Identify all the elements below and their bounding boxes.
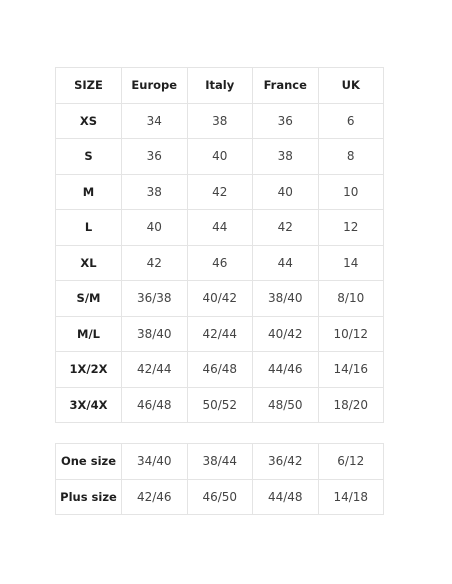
size-value-cell: 44/46 (253, 352, 319, 388)
table-row (56, 316, 384, 352)
size-value-cell: 38 (253, 139, 319, 175)
size-value-cell: 42/44 (122, 352, 188, 388)
size-value-cell: 18/20 (318, 387, 384, 423)
size-value-cell: 44/48 (253, 479, 319, 515)
size-label-cell: S/M (56, 281, 122, 317)
table-row (56, 245, 384, 281)
header-size: SIZE (56, 68, 122, 104)
size-value-cell: 42 (187, 174, 253, 210)
size-value-cell: 38 (187, 103, 253, 139)
table-row (56, 210, 384, 246)
size-value-cell: 40/42 (253, 316, 319, 352)
size-value-cell: 46/50 (187, 479, 253, 515)
size-value-cell: 8/10 (318, 281, 384, 317)
size-value-cell: 34 (122, 103, 188, 139)
size-conversion-table (55, 67, 384, 423)
table-row (56, 139, 384, 175)
size-value-cell: 48/50 (253, 387, 319, 423)
size-value-cell: 40 (122, 210, 188, 246)
size-value-cell: 8 (318, 139, 384, 175)
size-value-cell: 40/42 (187, 281, 253, 317)
size-value-cell: 38/40 (253, 281, 319, 317)
size-value-cell: 36 (253, 103, 319, 139)
size-value-cell: 14/16 (318, 352, 384, 388)
size-value-cell: 46/48 (187, 352, 253, 388)
table-row (56, 352, 384, 388)
size-value-cell: 50/52 (187, 387, 253, 423)
header-france: France (253, 68, 319, 104)
size-value-cell: 46/48 (122, 387, 188, 423)
size-value-cell: 42/44 (187, 316, 253, 352)
header-italy: Italy (187, 68, 253, 104)
size-value-cell: 44 (253, 245, 319, 281)
size-value-cell: 46 (187, 245, 253, 281)
size-table-body (56, 103, 384, 423)
size-label-cell: Plus size (56, 479, 122, 515)
size-value-cell: 38 (122, 174, 188, 210)
size-value-cell: 6 (318, 103, 384, 139)
table-row (56, 281, 384, 317)
size-value-cell: 40 (187, 139, 253, 175)
size-label-cell: L (56, 210, 122, 246)
table-row (56, 387, 384, 423)
size-value-cell: 34/40 (122, 444, 188, 480)
table-header-row (56, 68, 384, 104)
size-value-cell: 40 (253, 174, 319, 210)
size-label-cell: XL (56, 245, 122, 281)
size-value-cell: 36/42 (253, 444, 319, 480)
size-value-cell: 14/18 (318, 479, 384, 515)
table-row (56, 479, 384, 515)
header-uk: UK (318, 68, 384, 104)
size-value-cell: 36/38 (122, 281, 188, 317)
size-label-cell: S (56, 139, 122, 175)
special-size-table (55, 443, 384, 515)
header-europe: Europe (122, 68, 188, 104)
table-row (56, 103, 384, 139)
size-value-cell: 42/46 (122, 479, 188, 515)
size-value-cell: 42 (122, 245, 188, 281)
size-value-cell: 10 (318, 174, 384, 210)
size-value-cell: 38/44 (187, 444, 253, 480)
table-row (56, 444, 384, 480)
size-label-cell: XS (56, 103, 122, 139)
size-value-cell: 36 (122, 139, 188, 175)
size-label-cell: One size (56, 444, 122, 480)
size-value-cell: 44 (187, 210, 253, 246)
special-size-table-body (56, 444, 384, 515)
size-label-cell: M (56, 174, 122, 210)
size-label-cell: M/L (56, 316, 122, 352)
size-value-cell: 10/12 (318, 316, 384, 352)
size-value-cell: 38/40 (122, 316, 188, 352)
size-value-cell: 14 (318, 245, 384, 281)
size-value-cell: 12 (318, 210, 384, 246)
size-value-cell: 42 (253, 210, 319, 246)
size-label-cell: 1X/2X (56, 352, 122, 388)
size-value-cell: 6/12 (318, 444, 384, 480)
size-label-cell: 3X/4X (56, 387, 122, 423)
table-row (56, 174, 384, 210)
